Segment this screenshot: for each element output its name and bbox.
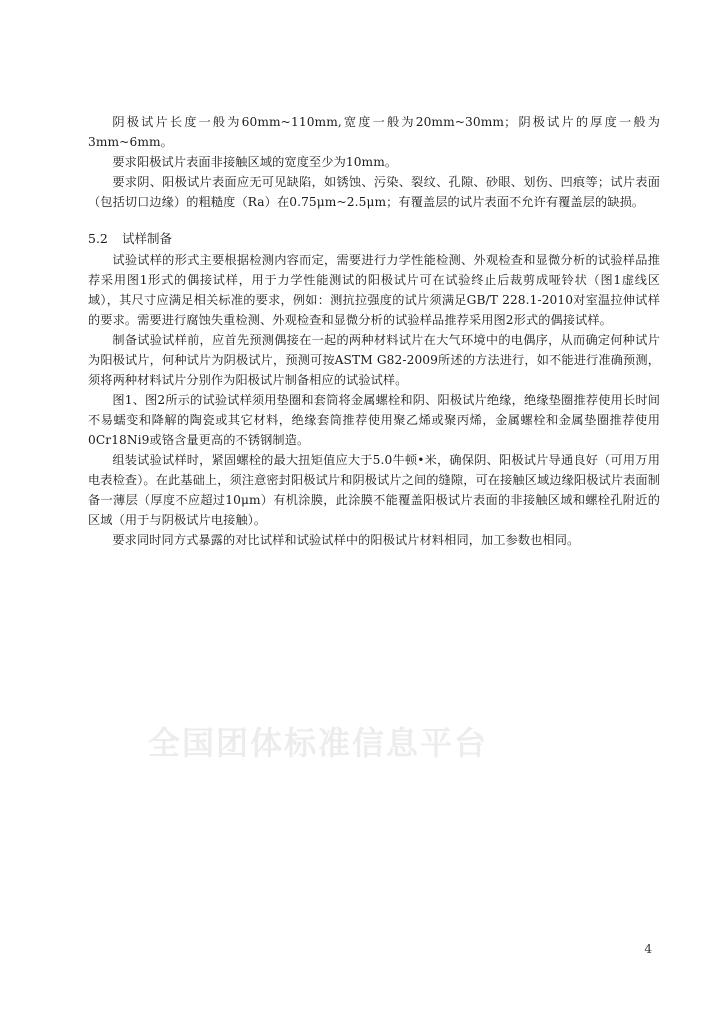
section-title: 试样制备 (122, 231, 173, 246)
section-heading (88, 228, 660, 250)
section-number: 5.2 (88, 231, 108, 246)
intro-paragraph-2: 要求阳极试片表面非接触区域的宽度至少为10mm。 (112, 155, 398, 169)
section-paragraph-3: 图1、图2所示的试验试样须用垫圈和套筒将金属螺栓和阴、阳极试片绝缘，绝缘垫圈推荐使用长时间不易蠕变和降解的陶瓷或其它材料，绝缘套筒推荐使用聚乙烯或聚丙烯，金属螺栓和金属垫圈推荐使用0Cr18Ni9或铬含量更高的不锈钢制造。 (88, 393, 660, 447)
intro-paragraph-1: 阴极试片长度一般为60mm~110mm,宽度一般为20mm~30mm；阴极试片的厚度一般为3mm~6mm。 (88, 115, 660, 149)
intro-paragraph-3: 要求阴、阳极试片表面应无可见缺陷，如锈蚀、污染、裂纹、孔隙、砂眼、划伤、凹痕等；试片表面（包括切口边缘）的粗糙度（Ra）在0.75μm~2.5μm；有覆盖层的试片表面不允许有覆盖层的缺损。 (88, 175, 660, 209)
section-paragraph-4: 组装试验试样时，紧固螺栓的最大扭矩值应大于5.0牛顿•米，确保阴、阳极试片导通良好（可用万用电表检查）。在此基础上，须注意密封阳极试片和阴极试片之间的缝隙，可在接触区域边缘阳极试片表面制备一薄层（厚度不应超过10μm）有机涂膜，此涂膜不能覆盖阳极试片表面的非接触区域和螺栓孔附近的区域（用于与阴极试片电接触）。 (88, 453, 660, 527)
section-paragraph-5: 要求同时同方式暴露的对比试样和试验试样中的阳极试片材料相同，加工参数也相同。 (112, 533, 580, 547)
watermark-text: 全国团体标准信息平台 (148, 724, 489, 762)
page-number: 4 (644, 942, 652, 956)
section-paragraph-1: 试验试样的形式主要根据检测内容而定，需要进行力学性能检测、外观检查和显微分析的试验样品推荐采用图1形式的偶接试样，用于力学性能测试的阳极试片可在试验终止后裁剪成哑铃状（图1虚线区域），其尺寸应满足相关标准的要求，例如：测抗拉强度的试片须满足GB/T 228.1-2010对室温拉伸试样的要求。需要进行腐蚀失重检测、外观检查和显微分析的试验样品推荐采用图2形式的偶接试样。 (88, 253, 660, 327)
section-paragraph-2: 制备试验试样前，应首先预测偶接在一起的两种材料试片在大气环境中的电偶序，从而确定何种试片为阳极试片，何种试片为阴极试片，预测可按ASTM G82-2009所述的方法进行，如不能进行准确预测，须将两种材料试片分别作为阳极试片制备相应的试验试样。 (88, 333, 660, 387)
page-content (88, 112, 660, 550)
